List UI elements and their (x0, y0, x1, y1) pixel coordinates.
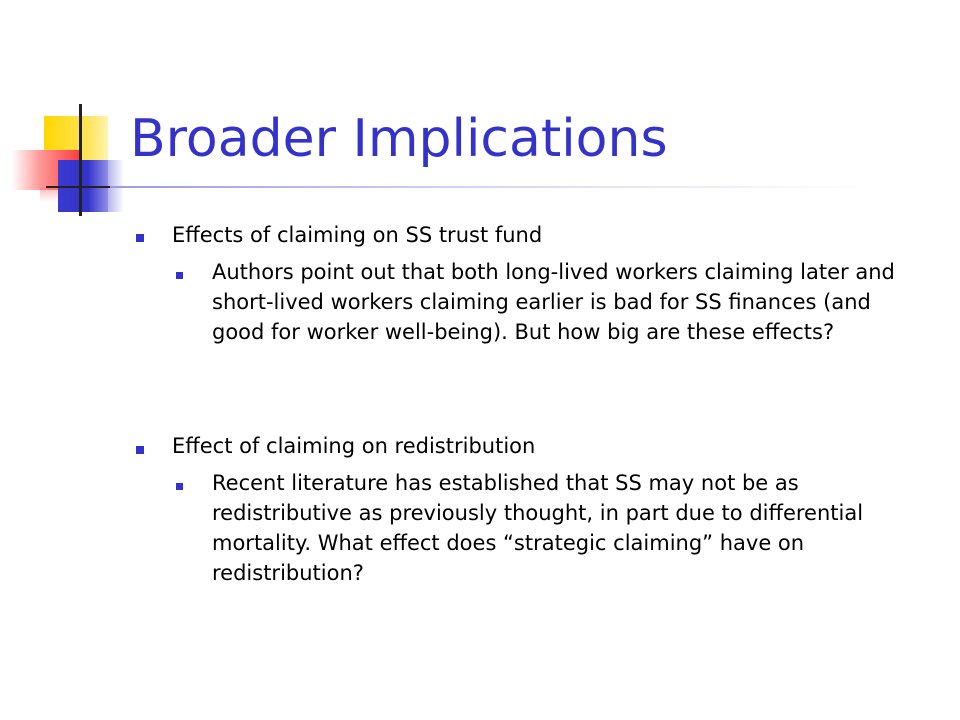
sub-bullet-trust-fund-detail: Authors point out that both long-lived workers claiming later and short-lived workers claiming earlier is bad for SS finances (and good for worker well-being). But how big are these effects? (212, 260, 895, 344)
sub-bullet-icon (176, 483, 183, 490)
bullet-icon (136, 234, 144, 242)
bullet-heading-trust-fund: Effects of claiming on SS trust fund (172, 223, 543, 247)
slide-title: Broader Implications (130, 109, 668, 169)
bullet-heading-redistribution: Effect of claiming on redistribution (172, 434, 536, 458)
bullet-icon (136, 446, 144, 454)
sub-bullet-icon (176, 272, 183, 279)
sub-bullet-redistribution-detail: Recent literature has established that SS may not be as redistributive as previously thought, in part due to differential mortality. What effect does “strategic claiming” have on redistribution? (212, 471, 864, 585)
title-underline (110, 186, 870, 188)
logo-vertical-line (79, 104, 82, 216)
